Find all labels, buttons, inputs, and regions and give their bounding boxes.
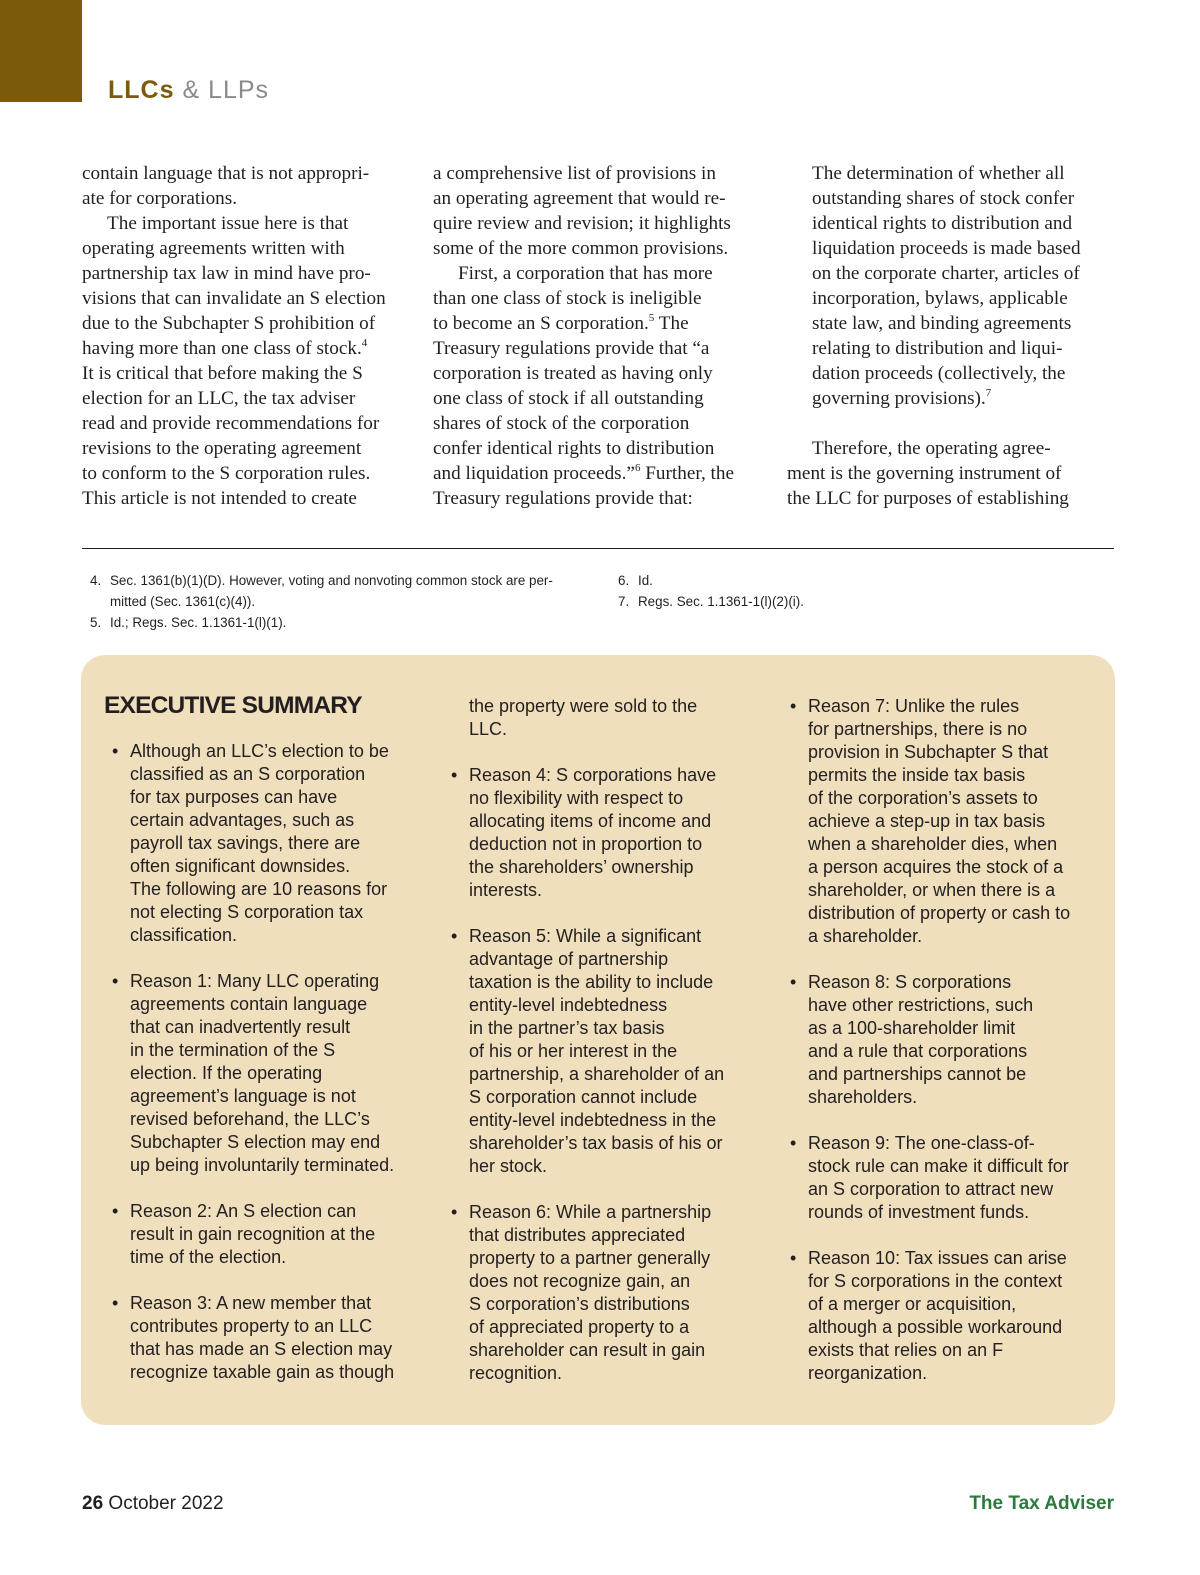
body-line: due to the Subchapter S prohibition of <box>82 313 376 334</box>
body-line: read and provide recommendations for <box>82 413 380 434</box>
summary-bullet <box>782 695 1070 948</box>
body-text: to become an S corporation. <box>433 313 649 334</box>
body-line: outstanding shares of stock confer <box>812 188 1075 209</box>
bullet-line: of his or her interest in the <box>469 1041 678 1061</box>
footnote-text: mitted (Sec. 1361(c)(4)). <box>110 594 256 609</box>
summary-bullet <box>104 970 394 1177</box>
bullet-line: when a shareholder dies, when <box>808 834 1058 854</box>
bullet-line: a person acquires the stock of a <box>808 857 1064 877</box>
body-text: Further, the <box>645 463 734 484</box>
bullet-line: shareholder’s tax basis of his or <box>469 1133 723 1153</box>
footnote-text: Regs. Sec. 1.1361-1(l)(2)(i). <box>638 594 804 609</box>
bullet-line: agreement’s language is not <box>130 1086 356 1106</box>
bullet-line: certain advantages, such as <box>130 810 355 830</box>
body-line: confer identical rights to distribution <box>433 438 715 459</box>
bullet-line: taxation is the ability to include <box>469 972 714 992</box>
bullet-line: for partnerships, there is no <box>808 719 1028 739</box>
bullet-line: Reason 5: While a significant <box>469 926 702 946</box>
bullet-line: payroll tax savings, there are <box>130 833 361 853</box>
body-line: a comprehensive list of provisions in <box>433 163 716 184</box>
body-line: It is critical that before making the S <box>82 363 363 384</box>
bullet-line: revised beforehand, the LLC’s <box>130 1109 370 1129</box>
bullet-line: not electing S corporation tax <box>130 902 364 922</box>
footnote-text: Id.; Regs. Sec. 1.1361-1(l)(1). <box>110 615 287 630</box>
body-line: The important issue here is that <box>107 213 349 234</box>
bullet-line: and partnerships cannot be <box>808 1064 1027 1084</box>
body-line: to conform to the S corporation rules. <box>82 463 371 484</box>
bullet-line: rounds of investment funds. <box>808 1202 1030 1222</box>
bullet-line: entity-level indebtedness <box>469 995 668 1015</box>
bullet-line: stock rule can make it difficult for <box>808 1156 1069 1176</box>
footnote-ref[interactable]: 6 <box>634 461 641 474</box>
bullet-line: recognition. <box>469 1363 563 1383</box>
bullet-dot: • <box>451 926 458 946</box>
body-line: Therefore, the operating agree- <box>812 438 1051 459</box>
bullet-line: shareholder can result in gain <box>469 1340 706 1360</box>
body-column-2 <box>433 161 734 511</box>
body-text: governing provisions). <box>812 388 986 409</box>
body-column-3 <box>787 161 1081 511</box>
bullet-line: time of the election. <box>130 1247 287 1267</box>
bullet-line: Reason 4: S corporations have <box>469 765 717 785</box>
section-header <box>108 76 269 105</box>
bullet-line: allocating items of income and <box>469 811 712 831</box>
bullet-line: agreements contain language <box>130 994 368 1014</box>
executive-summary-title: EXECUTIVE SUMMARY <box>104 692 362 719</box>
footnote <box>90 570 553 591</box>
bullet-line: exists that relies on an F <box>808 1340 1004 1360</box>
footnote-ref[interactable]: 5 <box>648 311 655 324</box>
section-header-strong: LLCs <box>108 76 175 104</box>
footnote-number: 6. <box>618 573 630 588</box>
body-line: partnership tax law in mind have pro- <box>82 263 371 284</box>
body-line: operating agreements written with <box>82 238 345 259</box>
bullet-line: that can inadvertently result <box>130 1017 351 1037</box>
body-line: some of the more common provisions. <box>433 238 729 259</box>
bullet-line: contributes property to an LLC <box>130 1316 373 1336</box>
bullet-dot: • <box>112 971 119 991</box>
bullet-line: achieve a step-up in tax basis <box>808 811 1046 831</box>
bullet-line: have other restrictions, such <box>808 995 1034 1015</box>
bullet-line: for S corporations in the context <box>808 1271 1063 1291</box>
body-line: This article is not intended to create <box>82 488 357 509</box>
body-line <box>787 386 1081 411</box>
summary-bullet <box>443 1201 724 1385</box>
bullet-line: the shareholders’ ownership <box>469 857 694 877</box>
summary-column-3 <box>782 695 1070 1408</box>
bullet-line: Although an LLC’s election to be <box>130 741 389 761</box>
body-line: contain language that is not appropri- <box>82 163 370 184</box>
summary-bullet <box>104 1200 394 1269</box>
bullet-line: entity-level indebtedness in the <box>469 1110 717 1130</box>
bullet-line: result in gain recognition at the <box>130 1224 376 1244</box>
body-line: dation proceeds (collectively, the <box>812 363 1066 384</box>
bullet-line: often significant downsides. <box>130 856 351 876</box>
body-text: The <box>658 313 689 334</box>
body-line: The determination of whether all <box>812 163 1065 184</box>
page-number: 26 <box>82 1493 104 1514</box>
body-text: and liquidation proceeds.” <box>433 463 635 484</box>
footnote-number <box>90 591 110 612</box>
summary-bullet <box>104 1292 394 1384</box>
footnotes-left <box>90 570 553 633</box>
body-line: relating to distribution and liqui- <box>812 338 1063 359</box>
body-line: on the corporate charter, articles of <box>812 263 1080 284</box>
body-line: identical rights to distribution and <box>812 213 1073 234</box>
bullet-line: advantage of partnership <box>469 949 669 969</box>
bullet-line: that has made an S election may <box>130 1339 393 1359</box>
footnote-number: 4. <box>90 573 102 588</box>
footnote <box>90 612 553 633</box>
bullet-line: Reason 7: Unlike the rules <box>808 696 1020 716</box>
bullet-dot: • <box>112 1293 119 1313</box>
bullet-line: permits the inside tax basis <box>808 765 1026 785</box>
bullet-line: up being involuntarily terminated. <box>130 1155 395 1175</box>
bullet-line: in the termination of the S <box>130 1040 336 1060</box>
bullet-line: property to a partner generally <box>469 1248 711 1268</box>
bullet-line: S corporation’s distributions <box>469 1294 690 1314</box>
bullet-line: election. If the operating <box>130 1063 323 1083</box>
bullet-dot: • <box>451 1202 458 1222</box>
summary-bullet <box>104 740 394 947</box>
footnote-divider <box>82 548 1114 549</box>
bullet-line: distribution of property or cash to <box>808 903 1071 923</box>
summary-bullet <box>443 764 724 902</box>
body-column-1 <box>82 161 386 511</box>
bullet-line: of the corporation’s assets to <box>808 788 1038 808</box>
bullet-line: Reason 6: While a partnership <box>469 1202 712 1222</box>
section-header-light: & LLPs <box>182 76 270 104</box>
bullet-line: that distributes appreciated <box>469 1225 686 1245</box>
bullet-line: shareholder, or when there is a <box>808 880 1056 900</box>
corner-color-block <box>0 0 82 102</box>
footnote-text: Sec. 1361(b)(1)(D). However, voting and nonvoting common stock are per- <box>110 573 553 588</box>
footnote <box>90 591 553 612</box>
bullet-line: in the partner’s tax basis <box>469 1018 665 1038</box>
bullet-line: although a possible workaround <box>808 1317 1063 1337</box>
footnote <box>618 591 804 612</box>
bullet-line: interests. <box>469 880 543 900</box>
bullet-line: classified as an S corporation <box>130 764 366 784</box>
body-line: corporation is treated as having only <box>433 363 713 384</box>
bullet-line: Reason 2: An S election can <box>130 1201 357 1221</box>
bullet-dot: • <box>451 765 458 785</box>
body-line: one class of stock if all outstanding <box>433 388 704 409</box>
body-line: visions that can invalidate an S election <box>82 288 386 309</box>
bullet-line: Subchapter S election may end <box>130 1132 381 1152</box>
bullet-line: an S corporation to attract new <box>808 1179 1054 1199</box>
body-line: incorporation, bylaws, applicable <box>812 288 1068 309</box>
bullet-dot: • <box>112 1201 119 1221</box>
body-line: First, a corporation that has more <box>458 263 713 284</box>
body-line: quire review and revision; it highlights <box>433 213 731 234</box>
bullet-line: recognize taxable gain as though <box>130 1362 395 1382</box>
body-line: the LLC for purposes of establishing <box>787 488 1069 509</box>
summary-bullet <box>782 1132 1070 1224</box>
bullet-line: as a 100-shareholder limit <box>808 1018 1016 1038</box>
summary-bullet <box>782 1247 1070 1385</box>
bullet-line: the property were sold to the <box>469 696 698 716</box>
body-line: election for an LLC, the tax adviser <box>82 388 356 409</box>
body-line <box>433 461 734 486</box>
body-line: an operating agreement that would re- <box>433 188 726 209</box>
bullet-line: for tax purposes can have <box>130 787 338 807</box>
summary-bullet <box>782 971 1070 1109</box>
bullet-dot: • <box>112 741 119 761</box>
bullet-line: shareholders. <box>808 1087 918 1107</box>
body-line <box>82 336 386 361</box>
body-text: having more than one class of stock. <box>82 338 362 359</box>
bullet-line: deduction not in proportion to <box>469 834 703 854</box>
footnotes-right <box>618 570 804 612</box>
bullet-line: Reason 9: The one-class-of- <box>808 1133 1035 1153</box>
bullet-dot: • <box>790 696 797 716</box>
bullet-dot: • <box>790 972 797 992</box>
footnote-number: 5. <box>90 615 102 630</box>
bullet-line: Reason 8: S corporations <box>808 972 1012 992</box>
publication-name: The Tax Adviser <box>969 1493 1114 1514</box>
body-line: shares of stock of the corporation <box>433 413 690 434</box>
body-line: ment is the governing instrument of <box>787 463 1062 484</box>
body-line: revisions to the operating agreement <box>82 438 362 459</box>
body-line: state law, and binding agreements <box>812 313 1072 334</box>
body-line: ate for corporations. <box>82 188 238 209</box>
bullet-continuation <box>443 695 724 741</box>
summary-column-1 <box>104 740 394 1407</box>
bullet-line: of a merger or acquisition, <box>808 1294 1017 1314</box>
issue-date: October 2022 <box>108 1493 224 1514</box>
summary-column-2 <box>443 695 724 1408</box>
bullet-line: The following are 10 reasons for <box>130 879 388 899</box>
body-line: liquidation proceeds is made based <box>812 238 1081 259</box>
footnote-ref[interactable]: 7 <box>985 386 992 399</box>
footnote <box>618 570 804 591</box>
bullet-line: reorganization. <box>808 1363 928 1383</box>
bullet-line: partnership, a shareholder of an <box>469 1064 725 1084</box>
bullet-line: LLC. <box>469 719 508 739</box>
bullet-line: of appreciated property to a <box>469 1317 690 1337</box>
body-line <box>433 311 734 336</box>
bullet-dot: • <box>790 1248 797 1268</box>
footnote-number: 7. <box>618 594 630 609</box>
bullet-line: Reason 1: Many LLC operating <box>130 971 380 991</box>
bullet-line: provision in Subchapter S that <box>808 742 1049 762</box>
footnote-ref[interactable]: 4 <box>361 336 368 349</box>
bullet-line: and a rule that corporations <box>808 1041 1028 1061</box>
paragraph-gap <box>787 411 1081 436</box>
bullet-line: Reason 3: A new member that <box>130 1293 372 1313</box>
bullet-line: Reason 10: Tax issues can arise <box>808 1248 1067 1268</box>
summary-bullet <box>443 925 724 1178</box>
bullet-line: classification. <box>130 925 238 945</box>
page-footer-left <box>82 1493 224 1515</box>
footnote-text: Id. <box>638 573 653 588</box>
body-line: Treasury regulations provide that: <box>433 488 693 509</box>
body-line: Treasury regulations provide that “a <box>433 338 710 359</box>
bullet-line: does not recognize gain, an <box>469 1271 691 1291</box>
bullet-line: her stock. <box>469 1156 548 1176</box>
bullet-dot: • <box>790 1133 797 1153</box>
bullet-line: no flexibility with respect to <box>469 788 684 808</box>
body-line: than one class of stock is ineligible <box>433 288 702 309</box>
bullet-line: S corporation cannot include <box>469 1087 698 1107</box>
bullet-line: a shareholder. <box>808 926 923 946</box>
